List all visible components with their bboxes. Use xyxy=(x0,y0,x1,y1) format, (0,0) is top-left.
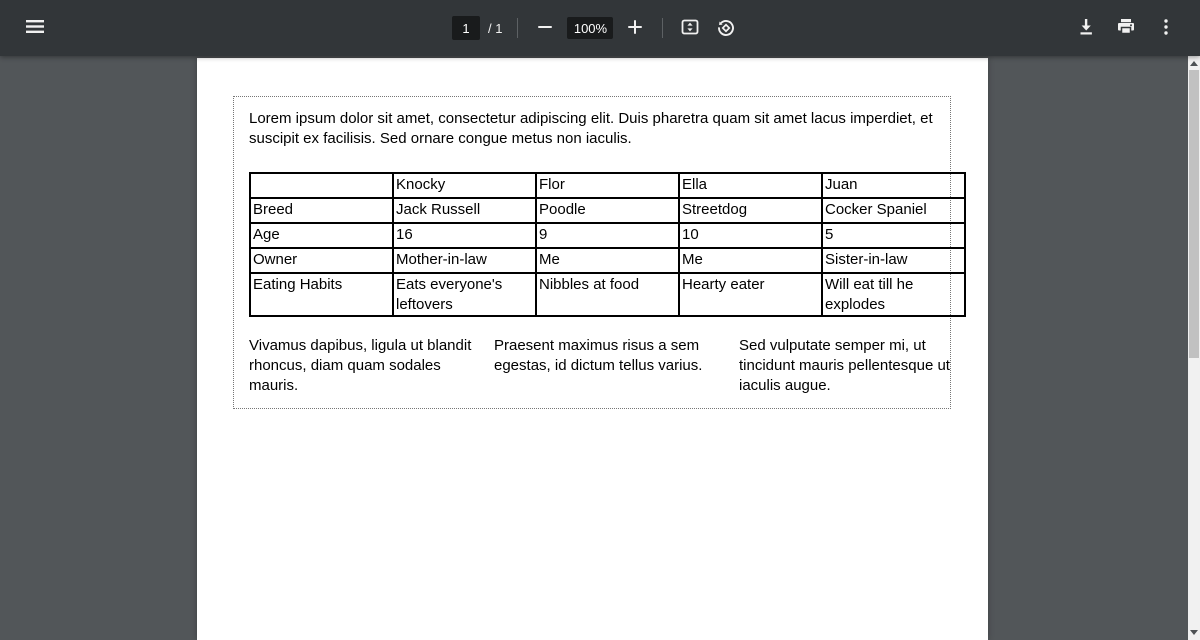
text-column: Praesent maximus risus a sem egestas, id dictum tellus varius. xyxy=(494,337,703,374)
table-cell: Me xyxy=(536,248,679,273)
table-row xyxy=(250,173,965,198)
dog-table xyxy=(249,172,966,317)
plus-icon xyxy=(623,15,647,42)
rotate-counterclockwise-icon xyxy=(714,15,738,42)
zoom-level-display[interactable]: 100% xyxy=(567,17,613,39)
toolbar-right-controls xyxy=(1074,16,1178,40)
table-cell: Breed xyxy=(250,198,393,223)
download-button[interactable] xyxy=(1074,16,1098,40)
table-cell: Eating Habits xyxy=(250,273,393,316)
table-cell: Me xyxy=(679,248,822,273)
zoom-out-button[interactable] xyxy=(533,16,557,40)
toolbar-separator xyxy=(662,18,663,38)
intro-paragraph: Lorem ipsum dolor sit amet, consectetur adipiscing elit. Duis pharetra quam sit amet lacus imperdiet, et suscipit ex facilisis. Sed ornare congue metus non iaculis. xyxy=(249,110,933,147)
toolbar-center-controls xyxy=(452,0,738,56)
table-cell: 10 xyxy=(679,223,822,248)
print-icon xyxy=(1114,15,1138,42)
text-column: Sed vulputate semper mi, ut tincidunt mauris pellentesque ut iaculis augue. xyxy=(739,337,950,394)
fit-to-page-icon xyxy=(678,15,702,42)
table-cell: Nibbles at food xyxy=(536,273,679,316)
table-cell: 9 xyxy=(536,223,679,248)
table-cell: Owner xyxy=(250,248,393,273)
pdf-toolbar xyxy=(0,0,1200,56)
table-cell: Cocker Spaniel xyxy=(822,198,965,223)
table-cell: Hearty eater xyxy=(679,273,822,316)
page-count-label: / 1 xyxy=(488,20,503,36)
minus-icon xyxy=(533,15,557,42)
table-row xyxy=(250,273,965,316)
table-cell: Flor xyxy=(536,173,679,198)
table-cell xyxy=(250,173,393,198)
toolbar-separator xyxy=(517,18,518,38)
table-cell: 16 xyxy=(393,223,536,248)
download-icon xyxy=(1074,15,1098,42)
table-cell: Poodle xyxy=(536,198,679,223)
rotate-button[interactable] xyxy=(714,16,738,40)
scrollbar-thumb[interactable] xyxy=(1189,70,1199,358)
table-cell: Will eat till he explodes xyxy=(822,273,965,316)
table-cell: Age xyxy=(250,223,393,248)
table-cell: Juan xyxy=(822,173,965,198)
kebab-menu-icon xyxy=(1154,15,1178,42)
menu-button[interactable] xyxy=(23,16,47,40)
table-cell: Jack Russell xyxy=(393,198,536,223)
bottom-text-columns xyxy=(249,336,975,396)
table-row xyxy=(250,198,965,223)
table-row xyxy=(250,223,965,248)
text-column: Vivamus dapibus, ligula ut blandit rhoncus, diam quam sodales mauris. xyxy=(249,337,472,394)
table-cell: Knocky xyxy=(393,173,536,198)
fit-to-page-button[interactable] xyxy=(678,16,702,40)
pdf-page xyxy=(197,58,988,640)
scrollbar-down-icon[interactable] xyxy=(1190,630,1198,635)
table-cell: Mother-in-law xyxy=(393,248,536,273)
print-button[interactable] xyxy=(1114,16,1138,40)
table-cell: Eats everyone's leftovers xyxy=(393,273,536,316)
vertical-scrollbar[interactable] xyxy=(1188,56,1200,640)
table-row xyxy=(250,248,965,273)
table-cell: Streetdog xyxy=(679,198,822,223)
table-cell: Sister-in-law xyxy=(822,248,965,273)
scrollbar-up-icon[interactable] xyxy=(1190,61,1198,66)
zoom-in-button[interactable] xyxy=(623,16,647,40)
table-cell: Ella xyxy=(679,173,822,198)
more-options-button[interactable] xyxy=(1154,16,1178,40)
table-cell: 5 xyxy=(822,223,965,248)
hamburger-menu-icon xyxy=(26,20,44,36)
page-number-input[interactable] xyxy=(452,16,480,40)
